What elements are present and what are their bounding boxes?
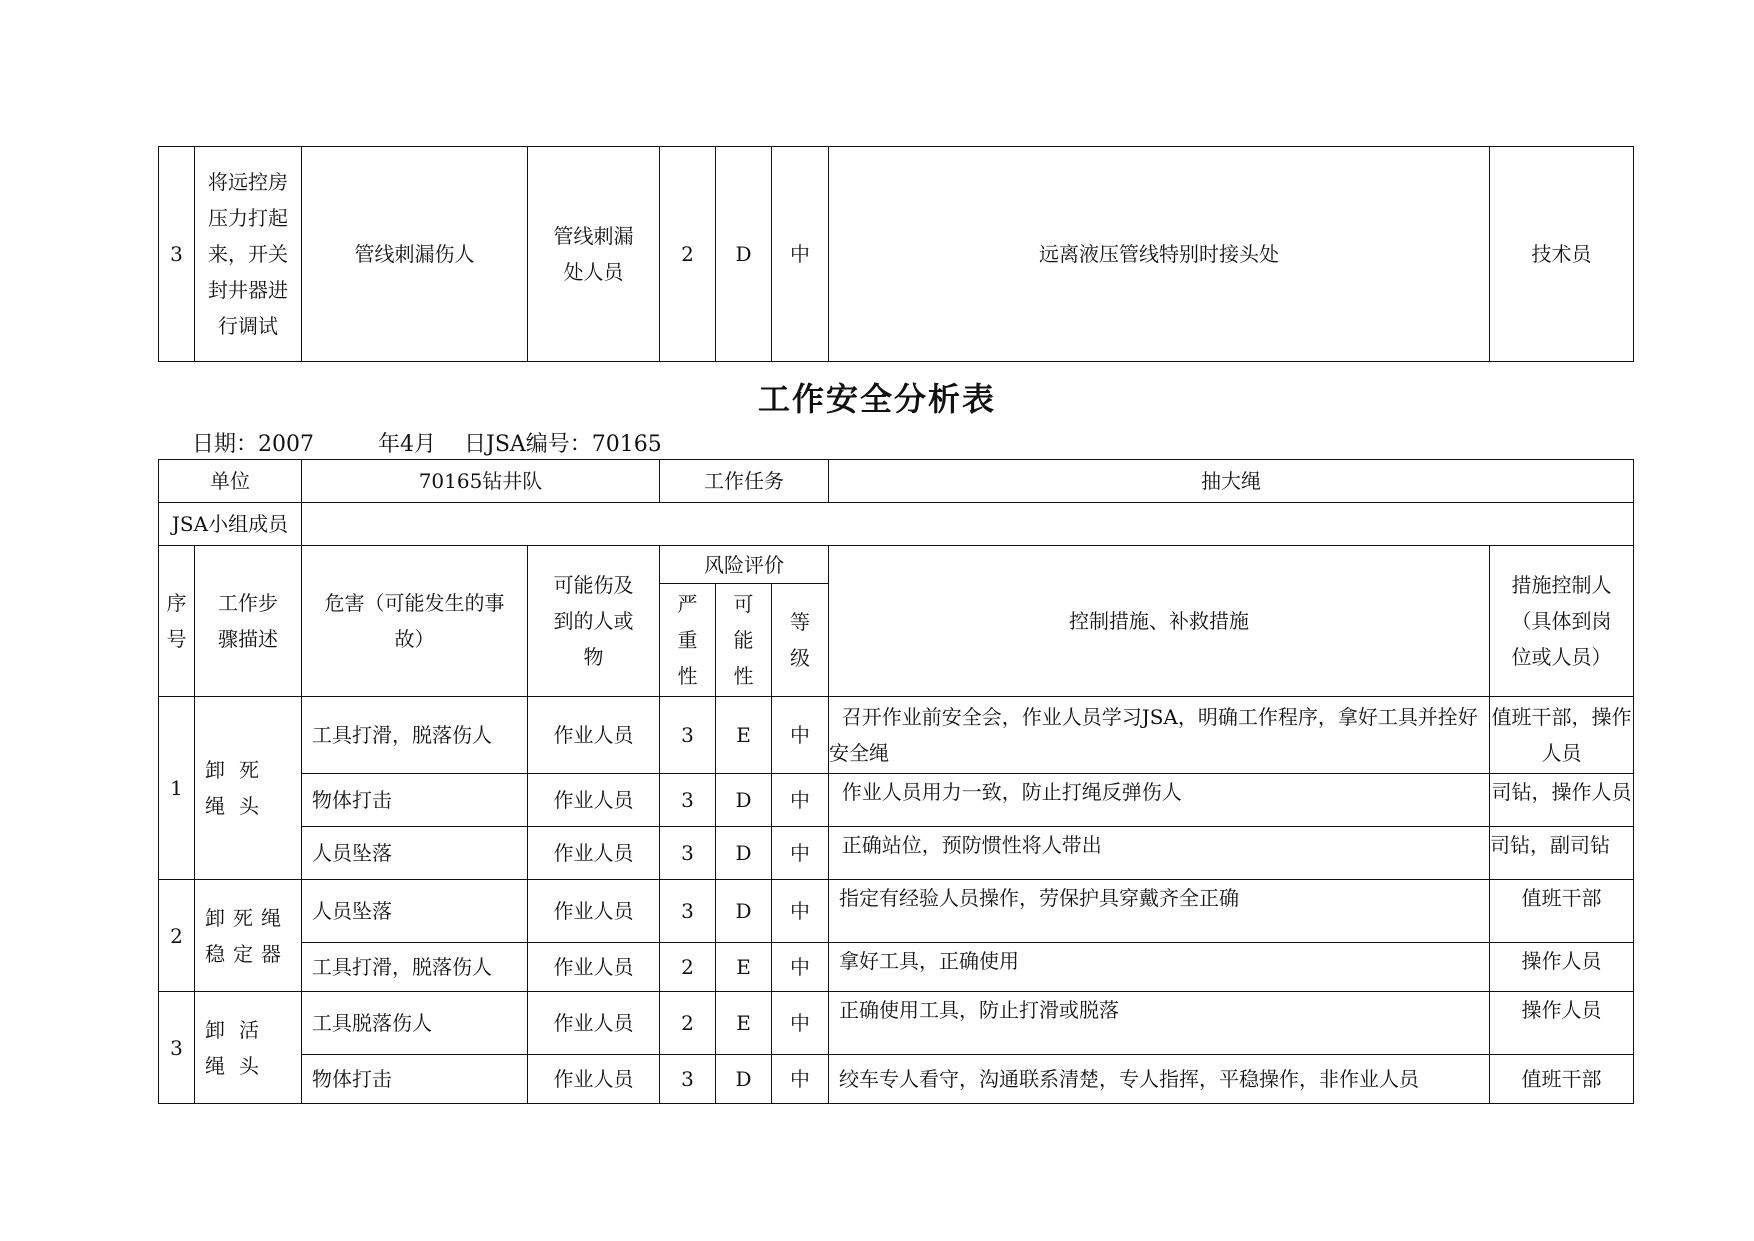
header-likelihood: 可能性 bbox=[716, 584, 772, 697]
prev-measures-cell: 远离液压管线特别时接头处 bbox=[829, 147, 1490, 362]
measures-cell: 绞车专人看守，沟通联系清楚，专人指挥，平稳操作，非作业人员 bbox=[829, 1055, 1490, 1104]
controller-cell: 值班干部 bbox=[1490, 1055, 1634, 1104]
severity-cell: 3 bbox=[660, 697, 716, 774]
hazard-cell: 物体打击 bbox=[302, 774, 528, 827]
measures-cell: 正确站位，预防惯性将人带出 bbox=[829, 827, 1490, 880]
measures-cell: 作业人员用力一致，防止打绳反弹伤人 bbox=[829, 774, 1490, 827]
header-risk: 风险评价 bbox=[660, 546, 829, 584]
likelihood-cell: E bbox=[716, 943, 772, 992]
prev-hazard-cell: 管线刺漏伤人 bbox=[302, 147, 528, 362]
controller-cell: 操作人员 bbox=[1490, 992, 1634, 1055]
page-title: 工作安全分析表 bbox=[757, 380, 996, 418]
controller-cell: 值班干部 bbox=[1490, 880, 1634, 943]
date-label: 日期：2007 bbox=[192, 432, 314, 457]
hazard-cell: 工具打滑，脱落伤人 bbox=[302, 697, 528, 774]
controller-cell: 值班干部，操作人员 bbox=[1490, 697, 1634, 774]
prev-controller-cell: 技术员 bbox=[1490, 147, 1634, 362]
likelihood-cell: D bbox=[716, 880, 772, 943]
grade-cell: 中 bbox=[772, 880, 829, 943]
grade-cell: 中 bbox=[772, 827, 829, 880]
likelihood-cell: E bbox=[716, 992, 772, 1055]
unit-value: 70165钻井队 bbox=[302, 460, 660, 503]
grade-cell: 中 bbox=[772, 943, 829, 992]
severity-cell: 3 bbox=[660, 774, 716, 827]
hazard-cell: 物体打击 bbox=[302, 1055, 528, 1104]
header-seq: 序号 bbox=[159, 546, 195, 697]
task-value: 抽大绳 bbox=[829, 460, 1634, 503]
controller-cell: 司钻，副司钻 bbox=[1490, 827, 1634, 880]
measures-cell: 召开作业前安全会，作业人员学习JSA，明确工作程序，拿好工具并拴好安全绳 bbox=[829, 697, 1490, 774]
hazard-cell: 人员坠落 bbox=[302, 880, 528, 943]
controller-cell: 司钻，操作人员 bbox=[1490, 774, 1634, 827]
group-seq: 1 bbox=[159, 697, 195, 880]
grade-cell: 中 bbox=[772, 1055, 829, 1104]
measures-cell: 正确使用工具，防止打滑或脱落 bbox=[829, 992, 1490, 1055]
hazard-cell: 工具打滑，脱落伤人 bbox=[302, 943, 528, 992]
unit-label: 单位 bbox=[159, 460, 302, 503]
likelihood-cell: D bbox=[716, 827, 772, 880]
affected-cell: 作业人员 bbox=[528, 880, 660, 943]
members-label: JSA小组成员 bbox=[159, 503, 302, 546]
affected-cell: 作业人员 bbox=[528, 697, 660, 774]
measures-cell: 拿好工具，正确使用 bbox=[829, 943, 1490, 992]
header-severity: 严重性 bbox=[660, 584, 716, 697]
group-step: 卸死绳头 bbox=[195, 697, 302, 880]
controller-cell: 操作人员 bbox=[1490, 943, 1634, 992]
severity-cell: 2 bbox=[660, 943, 716, 992]
header-controller: 措施控制人（具体到岗位或人员） bbox=[1490, 546, 1634, 697]
affected-cell: 作业人员 bbox=[528, 1055, 660, 1104]
header-step: 工作步骤描述 bbox=[195, 546, 302, 697]
header-grade: 等级 bbox=[772, 584, 829, 697]
affected-cell: 作业人员 bbox=[528, 827, 660, 880]
severity-cell: 3 bbox=[660, 1055, 716, 1104]
prev-affected-cell: 管线刺漏处人员 bbox=[528, 147, 660, 362]
group-seq: 3 bbox=[159, 992, 195, 1104]
grade-cell: 中 bbox=[772, 697, 829, 774]
grade-cell: 中 bbox=[772, 774, 829, 827]
severity-cell: 2 bbox=[660, 992, 716, 1055]
jsa-table bbox=[158, 459, 1634, 1104]
header-affected: 可能伤及到的人或物 bbox=[528, 546, 660, 697]
hazard-cell: 人员坠落 bbox=[302, 827, 528, 880]
header-hazard: 危害（可能发生的事故） bbox=[302, 546, 528, 697]
group-step: 卸活绳头 bbox=[195, 992, 302, 1104]
affected-cell: 作业人员 bbox=[528, 943, 660, 992]
date-line bbox=[192, 427, 662, 458]
prev-step-cell: 将远控房压力打起来，开关封井器进行调试 bbox=[195, 147, 302, 362]
affected-cell: 作业人员 bbox=[528, 774, 660, 827]
prev-severity-cell: 2 bbox=[660, 147, 716, 362]
affected-cell: 作业人员 bbox=[528, 992, 660, 1055]
header-measures: 控制措施、补救措施 bbox=[829, 546, 1490, 697]
prev-likelihood-cell: D bbox=[716, 147, 772, 362]
members-value bbox=[302, 503, 1634, 546]
measures-cell: 指定有经验人员操作，劳保护具穿戴齐全正确 bbox=[829, 880, 1490, 943]
group-seq: 2 bbox=[159, 880, 195, 992]
previous-table-row bbox=[158, 146, 1634, 362]
task-label: 工作任务 bbox=[660, 460, 829, 503]
prev-grade-cell: 中 bbox=[772, 147, 829, 362]
jsa-number: 日JSA编号：70165 bbox=[464, 432, 662, 457]
severity-cell: 3 bbox=[660, 827, 716, 880]
prev-seq-cell: 3 bbox=[159, 147, 195, 362]
likelihood-cell: D bbox=[716, 774, 772, 827]
hazard-cell: 工具脱落伤人 bbox=[302, 992, 528, 1055]
grade-cell: 中 bbox=[772, 992, 829, 1055]
likelihood-cell: E bbox=[716, 697, 772, 774]
severity-cell: 3 bbox=[660, 880, 716, 943]
group-step: 卸死绳稳定器 bbox=[195, 880, 302, 992]
likelihood-cell: D bbox=[716, 1055, 772, 1104]
month-label: 年4月 bbox=[378, 432, 436, 457]
